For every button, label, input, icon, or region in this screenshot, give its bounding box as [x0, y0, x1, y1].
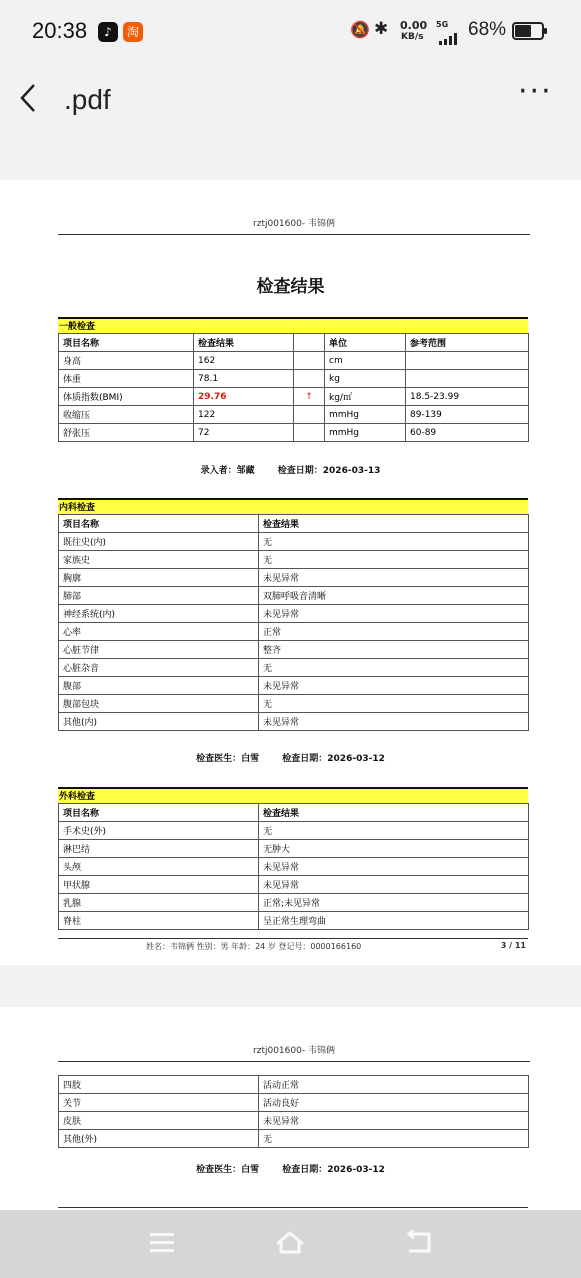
status-time: 20:38	[32, 18, 88, 43]
pdf-page	[0, 180, 581, 965]
chevron-left-icon	[18, 82, 38, 114]
col-header: 项目名称	[59, 334, 194, 352]
item-name: 乳腺	[59, 894, 259, 912]
table-row	[59, 623, 529, 641]
item-flag	[294, 370, 325, 388]
item-name: 心率	[59, 623, 259, 641]
item-name: 胸廓	[59, 569, 259, 587]
item-name: 手术史(外)	[59, 822, 259, 840]
net-speed-value: 0.00	[400, 19, 428, 32]
table-header-row	[59, 804, 529, 822]
item-name: 收缩压	[59, 406, 194, 424]
surgical-exam-table	[58, 803, 529, 930]
table-row	[59, 406, 529, 424]
item-name: 神经系统(内)	[59, 605, 259, 623]
surgical-exam-table-continued	[58, 1075, 529, 1148]
divider	[58, 1207, 528, 1208]
table-row	[59, 659, 529, 677]
item-result: 无肿大	[259, 840, 529, 858]
item-result: 无	[259, 822, 529, 840]
table-row	[59, 1112, 529, 1130]
internal-exam-table	[58, 514, 529, 731]
network-label: 5G	[436, 20, 449, 29]
taobao-icon: 淘	[123, 22, 143, 42]
table-row	[59, 840, 529, 858]
item-result: 未见异常	[259, 713, 529, 731]
item-result: 未见异常	[259, 1112, 529, 1130]
mute-icon: 🔕	[350, 20, 370, 39]
net-speed-unit: KB/s	[401, 32, 424, 42]
item-name: 心脏节律	[59, 641, 259, 659]
table-row	[59, 822, 529, 840]
table-row	[59, 352, 529, 370]
table-row	[59, 551, 529, 569]
item-result: 无	[259, 659, 529, 677]
tiktok-icon: ♪	[98, 22, 118, 42]
col-header: 项目名称	[59, 515, 259, 533]
section-title: 一般检查	[58, 317, 528, 333]
item-name: 甲状腺	[59, 876, 259, 894]
exam-date: 检查日期：2026-03-13	[277, 466, 381, 476]
item-result: 122	[194, 406, 294, 424]
table-row	[59, 370, 529, 388]
table-row	[59, 533, 529, 551]
item-name: 淋巴结	[59, 840, 259, 858]
item-result: 78.1	[194, 370, 294, 388]
item-range	[406, 370, 529, 388]
item-result: 正常;未见异常	[259, 894, 529, 912]
battery-icon	[512, 22, 544, 40]
item-result: 整齐	[259, 641, 529, 659]
system-nav-bar	[0, 1210, 581, 1278]
section-title: 内科检查	[58, 498, 528, 514]
menu-icon[interactable]	[150, 1230, 174, 1260]
item-name: 家族史	[59, 551, 259, 569]
col-header: 项目名称	[59, 804, 259, 822]
abnormal-up-icon: ↑	[294, 388, 325, 406]
table-row	[59, 912, 529, 930]
page-number: 3 / 11	[500, 941, 526, 950]
col-header: 检查结果	[194, 334, 294, 352]
item-name: 心脏杂音	[59, 659, 259, 677]
item-result: 双肺呼吸音清晰	[259, 587, 529, 605]
item-result: 未见异常	[259, 876, 529, 894]
item-result: 未见异常	[259, 858, 529, 876]
item-result: 29.76	[194, 388, 294, 406]
internal-exam-section	[58, 498, 528, 731]
table-row	[59, 424, 529, 442]
item-name: 皮肤	[59, 1112, 259, 1130]
table-row	[59, 1094, 529, 1112]
signer: 检查医生：白雪	[196, 1165, 260, 1175]
item-result: 正常	[259, 623, 529, 641]
item-name: 身高	[59, 352, 194, 370]
item-flag	[294, 406, 325, 424]
status-bar	[0, 0, 581, 62]
item-name: 其他(内)	[59, 713, 259, 731]
bluetooth-icon: ✱	[374, 19, 389, 39]
table-row	[59, 677, 529, 695]
signer: 录入者：邹藏	[200, 466, 255, 476]
signature-line	[0, 463, 581, 476]
col-header	[294, 334, 325, 352]
item-result: 活动良好	[259, 1094, 529, 1112]
item-result: 72	[194, 424, 294, 442]
item-range: 89-139	[406, 406, 529, 424]
patient-info: 姓名：韦锦俩 性别：男 年龄：24 岁 登记号：0000166160	[146, 942, 362, 951]
general-exam-table	[58, 333, 529, 442]
table-row	[59, 569, 529, 587]
item-name: 腹部包块	[59, 695, 259, 713]
item-unit: mmHg	[325, 424, 406, 442]
surgical-exam-continued	[58, 1075, 528, 1148]
battery-percent: 68%	[468, 19, 507, 40]
item-unit: cm	[325, 352, 406, 370]
table-row	[59, 894, 529, 912]
signal-icon	[439, 30, 461, 42]
col-header: 参考范围	[406, 334, 529, 352]
item-name: 四肢	[59, 1076, 259, 1094]
table-row	[59, 713, 529, 731]
table-row	[59, 695, 529, 713]
table-header-row	[59, 515, 529, 533]
table-header-row	[59, 334, 529, 352]
item-unit: mmHg	[325, 406, 406, 424]
exam-date: 检查日期：2026-03-12	[282, 1165, 385, 1175]
item-range: 60-89	[406, 424, 529, 442]
table-row	[59, 587, 529, 605]
item-result: 未见异常	[259, 569, 529, 587]
col-header: 检查结果	[259, 804, 529, 822]
back-button[interactable]	[18, 82, 38, 120]
item-name: 关节	[59, 1094, 259, 1112]
item-name: 腹部	[59, 677, 259, 695]
signature-line	[0, 751, 581, 764]
item-name: 头颅	[59, 858, 259, 876]
more-options-button[interactable]: ···	[518, 74, 553, 109]
item-range	[406, 352, 529, 370]
exam-date: 检查日期：2026-03-12	[282, 754, 385, 764]
table-row	[59, 605, 529, 623]
item-name: 其他(外)	[59, 1130, 259, 1148]
general-exam-section	[58, 317, 528, 442]
item-result: 无	[259, 551, 529, 569]
document-title: 检查结果	[256, 277, 325, 297]
col-header: 检查结果	[259, 515, 529, 533]
item-range: 18.5-23.99	[406, 388, 529, 406]
item-result: 无	[259, 695, 529, 713]
app-bar	[0, 62, 581, 140]
signature-line	[0, 1162, 581, 1175]
item-result: 未见异常	[259, 605, 529, 623]
table-row	[59, 1130, 529, 1148]
item-name: 既往史(内)	[59, 533, 259, 551]
item-name: 脊柱	[59, 912, 259, 930]
page-header: rztj001600- 韦锦俩	[58, 216, 530, 235]
table-row	[59, 1076, 529, 1094]
item-result: 呈正常生理弯曲	[259, 912, 529, 930]
item-name: 肺部	[59, 587, 259, 605]
signer: 检查医生：白雪	[196, 754, 260, 764]
item-result: 未见异常	[259, 677, 529, 695]
item-name: 体重	[59, 370, 194, 388]
pdf-page	[0, 1007, 581, 1210]
file-title: .pdf	[64, 84, 111, 115]
item-name: 舒张压	[59, 424, 194, 442]
page-header: rztj001600- 韦锦俩	[58, 1043, 530, 1062]
item-result: 无	[259, 533, 529, 551]
home-icon[interactable]	[275, 1230, 305, 1261]
page-footer	[58, 938, 528, 952]
item-flag	[294, 352, 325, 370]
section-title: 外科检查	[58, 787, 528, 803]
back-icon[interactable]	[405, 1230, 433, 1261]
item-flag	[294, 424, 325, 442]
table-row	[59, 858, 529, 876]
item-unit: kg	[325, 370, 406, 388]
table-row	[59, 388, 529, 406]
surgical-exam-section	[58, 787, 528, 930]
item-unit: kg/㎡	[325, 388, 406, 406]
item-result: 无	[259, 1130, 529, 1148]
item-result: 活动正常	[259, 1076, 529, 1094]
table-row	[59, 876, 529, 894]
item-result: 162	[194, 352, 294, 370]
table-row	[59, 641, 529, 659]
item-name: 体质指数(BMI)	[59, 388, 194, 406]
col-header: 单位	[325, 334, 406, 352]
